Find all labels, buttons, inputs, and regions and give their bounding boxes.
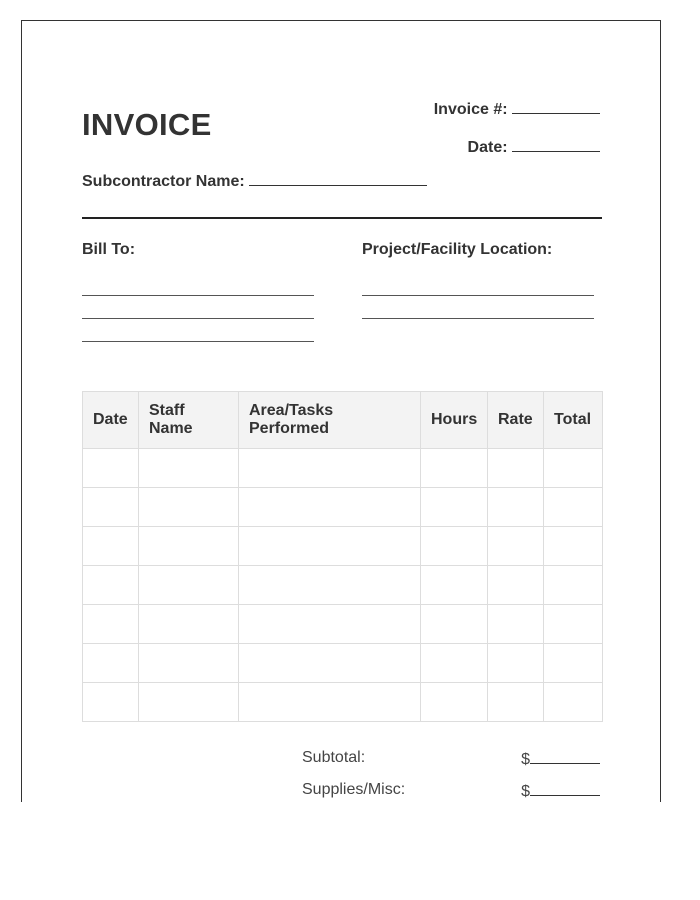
col-header-hours: Hours [421, 392, 488, 449]
cell-hours[interactable] [421, 605, 488, 644]
cell-total[interactable] [544, 449, 603, 488]
cell-hours[interactable] [421, 644, 488, 683]
subtotal-label: Subtotal: [302, 749, 366, 766]
cell-date[interactable] [83, 605, 139, 644]
cell-date[interactable] [83, 683, 139, 722]
cell-area-tasks[interactable] [239, 644, 421, 683]
cell-staff-name[interactable] [139, 488, 239, 527]
cell-staff-name[interactable] [139, 566, 239, 605]
cell-hours[interactable] [421, 527, 488, 566]
cell-area-tasks[interactable] [239, 683, 421, 722]
cell-staff-name[interactable] [139, 605, 239, 644]
cell-hours[interactable] [421, 683, 488, 722]
subtotal-currency: $ [521, 751, 530, 768]
table-row [83, 605, 603, 644]
invoice-page [21, 20, 661, 802]
cell-staff-name[interactable] [139, 527, 239, 566]
cell-area-tasks[interactable] [239, 605, 421, 644]
cell-staff-name[interactable] [139, 644, 239, 683]
cell-date[interactable] [83, 449, 139, 488]
bill-to-line-3[interactable] [82, 341, 314, 342]
cell-date[interactable] [83, 566, 139, 605]
cell-hours[interactable] [421, 566, 488, 605]
table-row [83, 488, 603, 527]
table-body [83, 449, 603, 722]
cell-rate[interactable] [488, 527, 544, 566]
subcontractor-row [82, 171, 427, 191]
cell-area-tasks[interactable] [239, 449, 421, 488]
cell-total[interactable] [544, 488, 603, 527]
header-divider [82, 217, 602, 219]
date-field[interactable] [512, 137, 600, 152]
cell-total[interactable] [544, 566, 603, 605]
invoice-title: INVOICE [82, 107, 212, 142]
bill-to-label: Bill To: [82, 241, 136, 258]
cell-area-tasks[interactable] [239, 527, 421, 566]
col-header-area-tasks: Area/Tasks Performed [239, 392, 421, 449]
cell-rate[interactable] [488, 605, 544, 644]
table-row [83, 644, 603, 683]
date-row [468, 137, 600, 157]
supplies-currency: $ [521, 783, 530, 800]
project-location-line-1[interactable] [362, 295, 594, 296]
cell-total[interactable] [544, 605, 603, 644]
cell-hours[interactable] [421, 449, 488, 488]
invoice-number-field[interactable] [512, 99, 600, 114]
cell-date[interactable] [83, 527, 139, 566]
invoice-number-row [434, 99, 600, 119]
supplies-misc-row-value [521, 781, 600, 801]
cell-total[interactable] [544, 527, 603, 566]
table-row [83, 527, 603, 566]
table-row [83, 683, 603, 722]
col-header-staff-name: Staff Name [139, 392, 239, 449]
bill-to-line-2[interactable] [82, 318, 314, 319]
cell-date[interactable] [83, 488, 139, 527]
cell-rate[interactable] [488, 488, 544, 527]
cell-hours[interactable] [421, 488, 488, 527]
cell-rate[interactable] [488, 644, 544, 683]
supplies-misc-label: Supplies/Misc: [302, 781, 406, 798]
col-header-rate: Rate [488, 392, 544, 449]
table-header-row [83, 392, 603, 449]
subcontractor-field[interactable] [249, 171, 427, 186]
supplies-misc-field[interactable] [530, 781, 600, 796]
invoice-number-label: Invoice #: [433, 101, 508, 118]
cell-rate[interactable] [488, 566, 544, 605]
date-label: Date: [467, 139, 508, 156]
table-row [83, 449, 603, 488]
subtotal-row-value [521, 749, 600, 769]
cell-total[interactable] [544, 644, 603, 683]
cell-area-tasks[interactable] [239, 488, 421, 527]
cell-staff-name[interactable] [139, 683, 239, 722]
cell-rate[interactable] [488, 449, 544, 488]
cell-rate[interactable] [488, 683, 544, 722]
col-header-date: Date [83, 392, 139, 449]
subcontractor-label: Subcontractor Name: [82, 173, 245, 190]
cell-area-tasks[interactable] [239, 566, 421, 605]
bill-to-line-1[interactable] [82, 295, 314, 296]
project-location-line-2[interactable] [362, 318, 594, 319]
cell-staff-name[interactable] [139, 449, 239, 488]
line-items-table [82, 391, 603, 722]
cell-total[interactable] [544, 683, 603, 722]
col-header-total: Total [544, 392, 603, 449]
subtotal-field[interactable] [530, 749, 600, 764]
project-location-label: Project/Facility Location: [362, 241, 553, 258]
cell-date[interactable] [83, 644, 139, 683]
table-row [83, 566, 603, 605]
